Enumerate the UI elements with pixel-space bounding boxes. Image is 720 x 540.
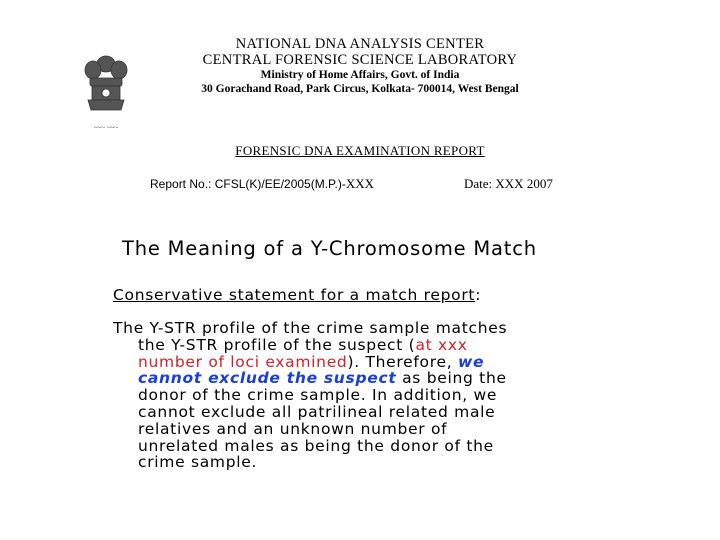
subheading-colon: : — [475, 286, 482, 304]
para-text: as being the — [396, 369, 507, 388]
subheading — [113, 286, 481, 304]
para-line: donor of the crime sample. In addition, we — [138, 386, 498, 405]
lab-name-line1: NATIONAL DNA ANALYSIS CENTER — [235, 36, 485, 52]
report-number-suffix: XXX — [345, 176, 375, 191]
para-line: The Y-STR profile of the crime sample matches — [113, 319, 508, 337]
match-statement — [113, 320, 653, 471]
svg-text:~~~ ~~~: ~~~ ~~~ — [93, 124, 119, 132]
para-line — [113, 354, 653, 371]
para-line — [113, 370, 653, 387]
lab-name-line2: CENTRAL FORENSIC SCIENCE LABORATORY — [202, 52, 518, 68]
report-date: Date: XXX 2007 — [464, 176, 553, 191]
subheading-text: Conservative statement for a match report — [113, 286, 476, 304]
para-highlight-blue: we — [457, 352, 485, 371]
ministry-line: Ministry of Home Affairs, Govt. of India — [260, 69, 460, 81]
para-text: the Y-STR profile of the suspect ( — [138, 335, 416, 354]
para-highlight-red: at xxx — [415, 335, 468, 354]
address-line: 30 Gorachand Road, Park Circus, Kolkata- 700014, West Bengal — [201, 83, 519, 95]
para-highlight-red: number of loci examined — [138, 352, 348, 371]
report-title: FORENSIC DNA EXAMINATION REPORT — [235, 143, 485, 158]
para-highlight-blue: cannot exclude the suspect — [138, 369, 397, 388]
para-line: relatives and an unknown number of — [138, 419, 448, 438]
para-line: unrelated males as being the donor of the — [138, 436, 494, 455]
report-number — [150, 176, 374, 192]
para-line: crime sample. — [138, 453, 258, 472]
slide-title: The Meaning of a Y-Chromosome Match — [122, 237, 537, 260]
para-line: cannot exclude all patrilineal related male — [138, 402, 496, 421]
report-number-label: Report No.: CFSL(K)/EE/2005(M.P.)- — [150, 177, 346, 191]
para-text: ). Therefore, — [347, 352, 458, 371]
para-line — [113, 337, 653, 354]
